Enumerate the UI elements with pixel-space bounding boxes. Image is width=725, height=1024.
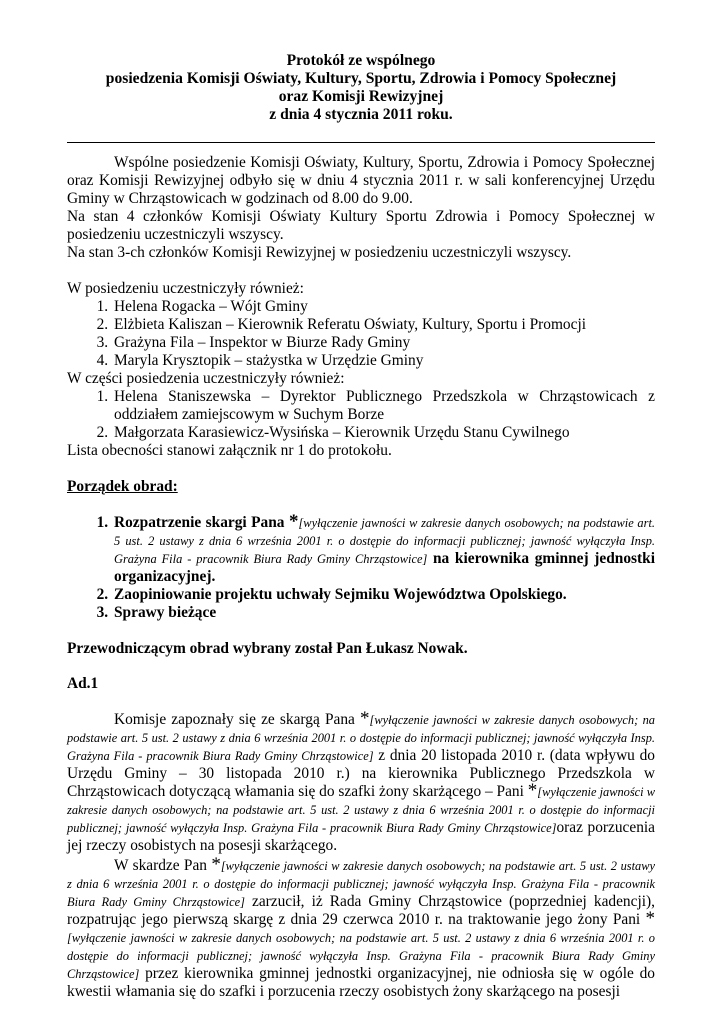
section-heading-ad1: Ad.1 — [67, 675, 99, 692]
redaction-note: [wyłączenie jawności w zakresie danych osobowych; na podstawie art. 5 ust. 2 ustawy z dnia 6 września 2001 r. o dostępie do informacji publicznej; jawność wyłączyła Insp. Grażyna Fila - pracownik Biura Rady Gminy Chrząstowice] — [114, 516, 655, 566]
paragraph-text: Komisje zapoznały się ze skargą Pana — [114, 711, 355, 728]
redaction-note: [wyłączenie jawności w zakresie danych osobowych; na podstawie art. 5 ust. 2 ustawy z dnia 6 września 2001 r. o dostępie do informacji publicznej; jawność wyłączyła Insp. Grażyna Fila - pracownik Biura Rady Gminy Chrząstowice] — [67, 859, 655, 909]
redaction-star: * — [211, 854, 221, 875]
list-item: 2. Małgorzata Karasiewicz-Wysińska – Kierownik Urzędu Stanu Cywilnego — [112, 424, 655, 442]
chair-statement: Przewodniczącym obrad wybrany został Pan Łukasz Nowak. — [67, 640, 468, 657]
title-line: Protokół ze wspólnego — [286, 52, 436, 69]
agenda-item: 3. Sprawy bieżące — [112, 604, 655, 622]
agenda-item: 2. Zaopiniowanie projektu uchwały Sejmiku Województwa Opolskiego. — [112, 586, 655, 604]
paragraph-text: z dnia 20 listopada 2010 r. (data wpływu do Urzędu Gminy – 30 listopada 2010 r.) na kierownika Publicznego Przedszkola w Chrząstowicach dotyczącą włamania się do szafki żony skarżącego – Pani — [67, 747, 655, 800]
attendees-heading: W posiedzeniu uczestniczyły również: — [67, 280, 304, 297]
agenda-heading: Porządek obrad: — [67, 478, 178, 495]
list-item: 1. Helena Rogacka – Wójt Gminy — [112, 298, 655, 316]
title-divider — [67, 142, 655, 143]
redaction-note: [wyłączenie jawności w zakresie danych osobowych; na podstawie art. 5 ust. 2 ustawy z dnia 6 września 2001 r. o dostępie do informacji publicznej; jawność wyłączyła Insp. Grażyna Fila - pracownik Biura Rady Gminy Chrząstowice] — [67, 785, 655, 835]
redaction-note: [wyłączenie jawności w zakresie danych osobowych; na podstawie art. 5 ust. 2 ustawy z dnia 6 września 2001 r. o dostępie do informacji publicznej; jawność wyłączyła Insp. Grażyna Fila - pracownik Biura Rady Gminy Chrząstowice] — [67, 931, 655, 981]
attendance-note: Lista obecności stanowi załącznik nr 1 do protokołu. — [67, 442, 392, 459]
attendees-list — [67, 298, 655, 370]
list-item: 2. Elżbieta Kaliszan – Kierownik Referatu Oświaty, Kultury, Sportu i Promocji — [112, 316, 655, 334]
intro-paragraph: Na stan 3-ch członków Komisji Rewizyjnej w posiedzeniu uczestniczyli wszyscy. — [67, 244, 572, 261]
ad1-paragraph — [67, 854, 655, 1001]
agenda-item-text: na kierownika gminnej jednostki organizacyjnej. — [114, 550, 655, 585]
agenda-list — [67, 511, 655, 622]
paragraph-text: oraz porzucenia jej rzeczy osobistych na posesji skarżącego. — [67, 819, 656, 854]
redaction-star: * — [527, 780, 538, 801]
document-page — [67, 52, 655, 1001]
list-item: 4. Maryla Krysztopik – stażystka w Urzędzie Gminy — [112, 352, 655, 370]
redaction-star: * — [360, 708, 370, 729]
title-line: z dnia 4 stycznia 2011 roku. — [269, 106, 453, 123]
redaction-note: [wyłączenie jawności w zakresie danych osobowych; na podstawie art. 5 ust. 2 ustawy z dnia 6 września 2001 r. o dostępie do informacji publicznej; jawność wyłączyła Insp. Grażyna Fila - pracownik Biura Rady Gminy Chrząstowice] — [67, 713, 655, 763]
title-line: oraz Komisji Rewizyjnej — [278, 88, 444, 105]
partial-attendees-list — [67, 388, 655, 442]
intro-paragraph: Wspólne posiedzenie Komisji Oświaty, Kultury, Sportu, Zdrowia i Pomocy Społecznej oraz Komisji Rewizyjnej odbyło się w dniu 4 stycznia 2011 r. w sali konferencyjnej Urzędu Gminy w Chrząstowicach w godzinach od 8.00 do 9.00. — [67, 154, 655, 207]
list-item: 1. Helena Staniszewska – Dyrektor Publicznego Przedszkola w Chrząstowicach z oddziałem zamiejscowym w Suchym Borze — [112, 388, 655, 424]
partial-attendees-heading: W części posiedzenia uczestniczyły również: — [67, 370, 345, 387]
agenda-item — [112, 511, 655, 586]
list-item: 3. Grażyna Fila – Inspektor w Biurze Rady Gminy — [112, 334, 655, 352]
document-title — [67, 52, 655, 124]
paragraph-text: W skardze Pan — [114, 857, 207, 874]
title-line: posiedzenia Komisji Oświaty, Kultury, Sportu, Zdrowia i Pomocy Społecznej — [105, 70, 617, 87]
paragraph-text: zarzucił, iż Rada Gminy Chrząstowice (poprzedniej kadencji), rozpatrując jego pierwszą skargę z dnia 29 czerwca 2010 r. na traktowanie jego żony Pani — [67, 893, 655, 928]
redaction-star: * — [645, 908, 655, 929]
intro-paragraph: Na stan 4 członków Komisji Oświaty Kultury Sportu Zdrowia i Pomocy Społecznej w posiedzeniu uczestniczyli wszyscy. — [67, 208, 655, 243]
redaction-star: * — [288, 511, 299, 532]
agenda-item-text: Rozpatrzenie skargi Pana — [114, 514, 285, 531]
ad1-paragraph — [67, 708, 656, 855]
paragraph-text: przez kierownika gminnej jednostki organizacyjnej, nie odniosła się w ogóle do kwestii włamania się do szafki i porzucenia rzeczy osobistych żony skarżącego na posesji — [67, 965, 655, 1000]
